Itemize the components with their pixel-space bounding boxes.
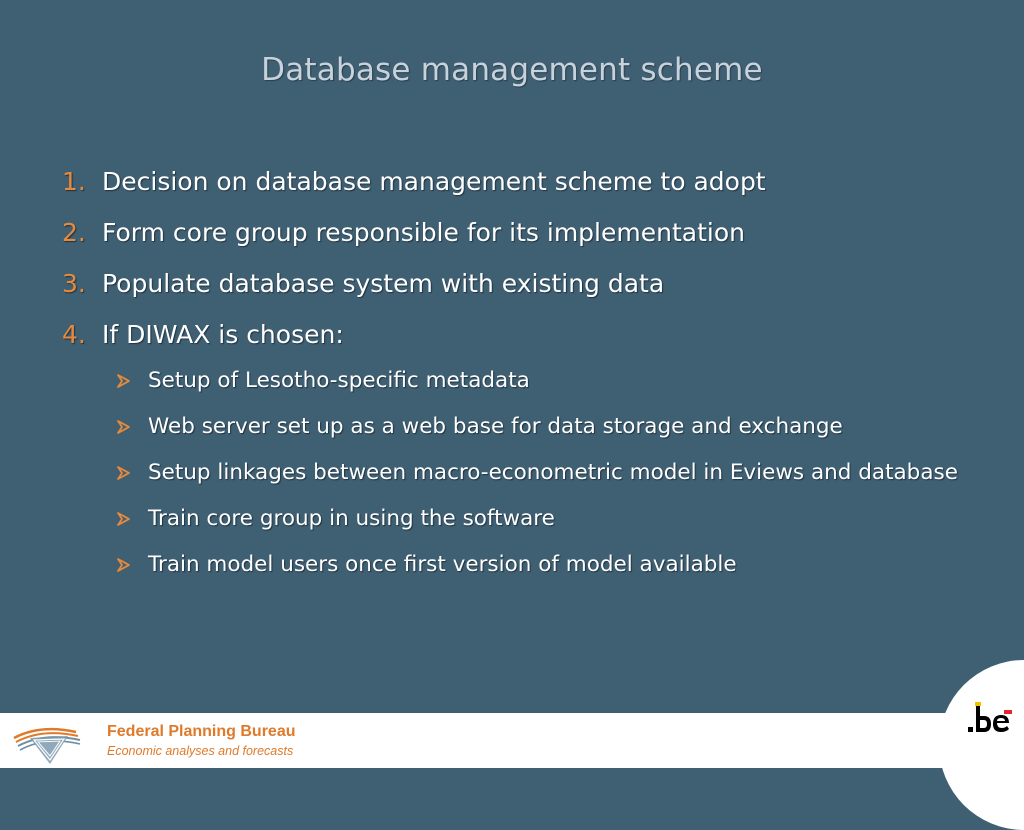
sub-list-item bbox=[116, 412, 986, 442]
fpb-logo-icon bbox=[10, 718, 84, 766]
sub-list-item bbox=[116, 504, 986, 534]
item-number: 4. bbox=[62, 320, 86, 349]
item-number: 2. bbox=[62, 218, 86, 247]
arrow-bullet-icon bbox=[116, 557, 132, 573]
item-text: Decision on database management scheme to adopt bbox=[102, 167, 766, 196]
item-text: Populate database system with existing data bbox=[102, 269, 665, 298]
item-number: 3. bbox=[62, 269, 86, 298]
list-item bbox=[62, 216, 992, 267]
item-text: Form core group responsible for its implementation bbox=[102, 218, 745, 247]
slide-title: Database management scheme bbox=[261, 52, 763, 88]
numbered-list bbox=[62, 165, 992, 369]
organization-tagline: Economic analyses and forecasts bbox=[107, 744, 294, 758]
sub-list-item bbox=[116, 458, 986, 488]
sub-item-text: Setup of Lesotho-specific metadata bbox=[148, 368, 530, 393]
item-number: 1. bbox=[62, 167, 86, 196]
arrow-bullet-icon bbox=[116, 511, 132, 527]
item-text: If DIWAX is chosen: bbox=[102, 320, 344, 349]
sub-item-text: Web server set up as a web base for data storage and exchange bbox=[148, 414, 843, 439]
list-item bbox=[62, 318, 992, 369]
sub-list-item bbox=[116, 550, 986, 580]
arrow-bullet-icon bbox=[116, 465, 132, 481]
arrow-bullet-icon bbox=[116, 419, 132, 435]
list-item bbox=[62, 267, 992, 318]
list-item bbox=[62, 165, 992, 216]
sub-item-text: Train core group in using the software bbox=[148, 506, 555, 531]
sub-item-text: Train model users once first version of model available bbox=[148, 552, 737, 577]
arrow-bullet-icon bbox=[116, 373, 132, 389]
sub-list-item bbox=[116, 366, 986, 396]
organization-name: Federal Planning Bureau bbox=[107, 723, 296, 740]
sub-bullet-list bbox=[116, 366, 986, 596]
dot-be-logo bbox=[966, 700, 1014, 736]
sub-item-text: Setup linkages between macro-econometric model in Eviews and database bbox=[148, 460, 958, 485]
